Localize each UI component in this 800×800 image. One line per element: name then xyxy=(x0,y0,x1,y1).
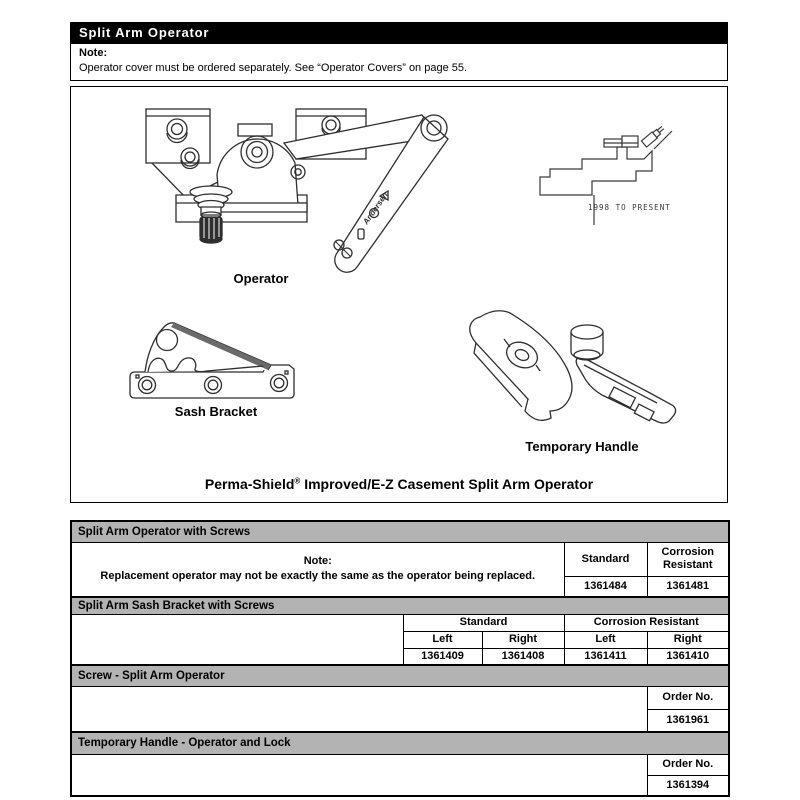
frame-profile-drawing xyxy=(532,117,707,232)
screw-order-label: Order No. xyxy=(647,686,729,709)
figure-panel xyxy=(70,86,728,503)
table-note-label: Note: xyxy=(303,555,332,568)
note-label: Note: xyxy=(79,47,108,59)
col-header-corrosion: Corrosion Resistant xyxy=(647,542,729,576)
bracket-standard-right-number: 1361408 xyxy=(482,648,564,665)
section-header-operator: Split Arm Operator with Screws xyxy=(71,521,729,542)
operator-label: Operator xyxy=(233,271,289,286)
bracket-corrosion-right-number: 1361410 xyxy=(647,648,729,665)
figure-caption xyxy=(71,476,727,492)
sub-header-corrosion-right: Right xyxy=(647,631,729,648)
caption-brand: Perma-Shield xyxy=(204,476,295,492)
bracket-corrosion-left-number: 1361411 xyxy=(564,648,647,665)
screw-order-number: 1361961 xyxy=(647,709,729,732)
sub-header-corrosion-left: Left xyxy=(564,631,647,648)
handle-order-label: Order No. xyxy=(647,754,729,775)
catalog-page xyxy=(70,22,728,792)
operator-standard-number: 1361484 xyxy=(564,576,647,597)
parts-table xyxy=(70,520,730,797)
group-header-corrosion: Corrosion Resistant xyxy=(564,614,729,631)
operator-corrosion-number: 1361481 xyxy=(647,576,729,597)
sub-header-standard-left: Left xyxy=(403,631,482,648)
table-note-cell xyxy=(71,542,564,597)
operator-drawing xyxy=(124,95,469,275)
section-header-sash-bracket: Split Arm Sash Bracket with Screws xyxy=(71,597,729,614)
section-header-screw: Screw - Split Arm Operator xyxy=(71,665,729,686)
era-label: 1998 TO PRESENT xyxy=(588,203,671,212)
temporary-handle-drawing xyxy=(452,305,682,433)
registered-mark: ® xyxy=(294,476,301,486)
caption-rest: Improved/E-Z Casement Split Arm Operator xyxy=(300,476,594,492)
col-header-standard: Standard xyxy=(564,542,647,576)
sash-bracket-label: Sash Bracket xyxy=(174,404,258,419)
title-bar xyxy=(70,22,728,43)
sash-bracket-drawing xyxy=(125,314,300,404)
sub-header-standard-right: Right xyxy=(482,631,564,648)
bracket-standard-left-number: 1361409 xyxy=(403,648,482,665)
empty-cell xyxy=(71,614,403,665)
note-text: Operator cover must be ordered separately. See “Operator Covers” on page 55. xyxy=(79,61,468,74)
group-header-standard: Standard xyxy=(403,614,564,631)
empty-cell xyxy=(71,754,647,796)
table-note-text: Replacement operator may not be exactly the same as the operator being replaced. xyxy=(100,570,536,583)
handle-order-number: 1361394 xyxy=(647,775,729,796)
page-title: Split Arm Operator xyxy=(79,25,210,40)
temporary-handle-label: Temporary Handle xyxy=(525,439,639,454)
arm-brand-text: Andersen xyxy=(361,190,390,227)
section-header-temporary-handle: Temporary Handle - Operator and Lock xyxy=(71,732,729,754)
empty-cell xyxy=(71,686,647,732)
note-box xyxy=(70,43,728,81)
